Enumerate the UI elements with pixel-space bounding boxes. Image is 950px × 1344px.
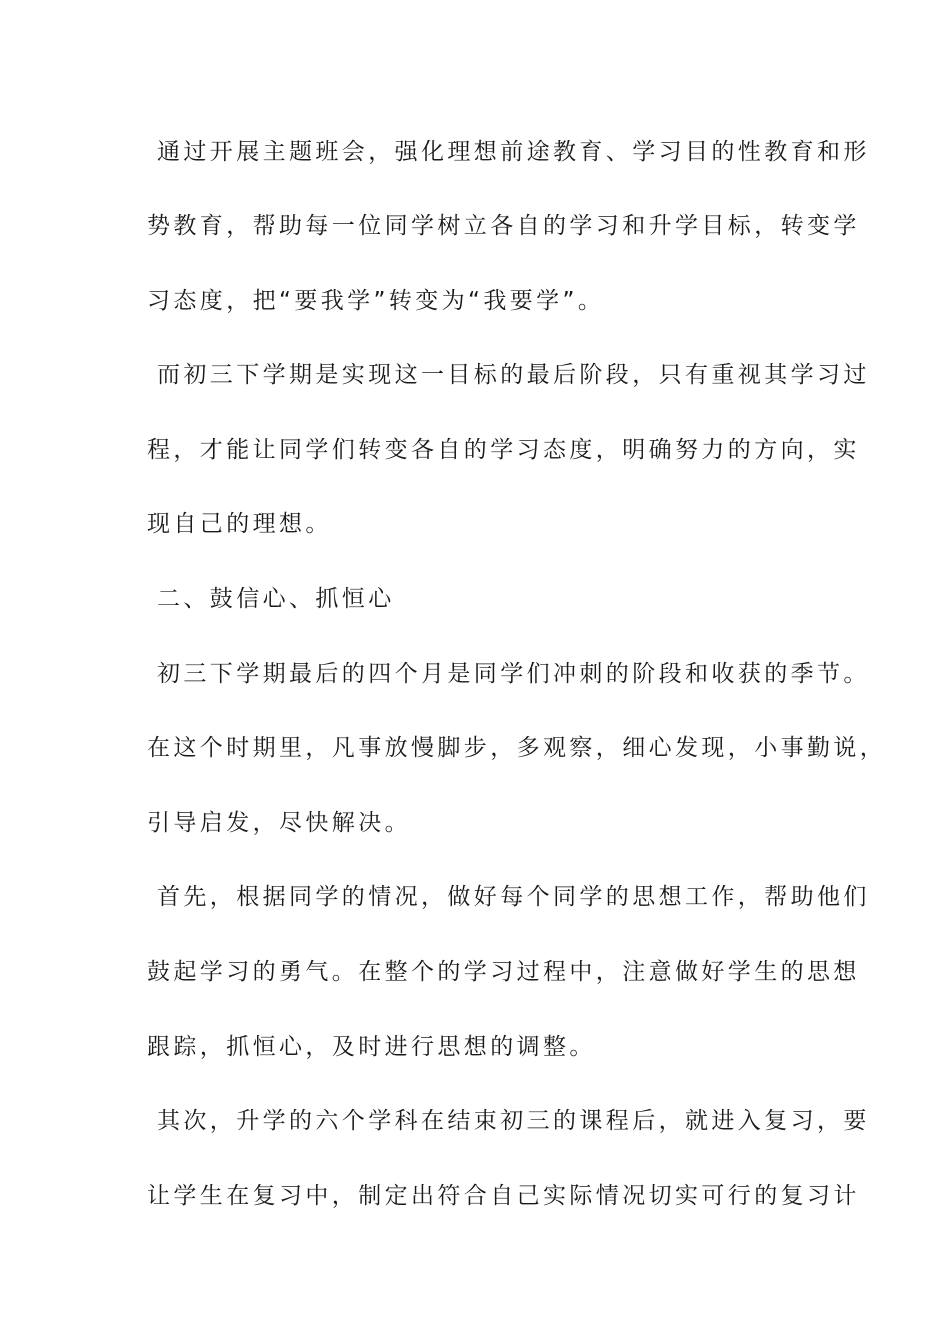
paragraph-3-line-3: 引导启发，尽快解决。	[147, 810, 411, 836]
paragraph-1-line-1: 通过开展主题班会，强化理想前途教育、学习目的性教育和形	[157, 139, 870, 165]
paragraph-4-line-3: 跟踪，抓恒心，及时进行思想的调整。	[147, 1034, 596, 1060]
paragraph-3-line-2: 在这个时期里，凡事放慢脚步，多观察，细心发现，小事勤说，	[147, 735, 887, 761]
section-heading: 二、鼓信心、抓恒心	[157, 586, 395, 612]
paragraph-5-line-1: 其次，升学的六个学科在结束初三的课程后，就进入复习，要	[157, 1108, 870, 1134]
paragraph-2-line-1: 而初三下学期是实现这一目标的最后阶段，只有重视其学习过	[157, 362, 870, 388]
paragraph-3-line-1: 初三下学期最后的四个月是同学们冲刺的阶段和收获的季节。	[157, 661, 870, 687]
paragraph-4-line-2: 鼓起学习的勇气。在整个的学习过程中，注意做好学生的思想	[147, 959, 860, 985]
paragraph-5-line-2: 让学生在复习中，制定出符合自己实际情况切实可行的复习计	[147, 1183, 860, 1209]
paragraph-1-line-2: 势教育，帮助每一位同学树立各自的学习和升学目标，转变学	[147, 213, 860, 239]
paragraph-2-line-2: 程，才能让同学们转变各自的学习态度，明确努力的方向，实	[147, 437, 860, 463]
paragraph-4-line-1: 首先，根据同学的情况，做好每个同学的思想工作，帮助他们	[157, 884, 870, 910]
paragraph-1-line-3: 习态度，把“要我学”转变为“我要学”。	[147, 288, 605, 314]
paragraph-2-line-3: 现自己的理想。	[147, 511, 332, 537]
